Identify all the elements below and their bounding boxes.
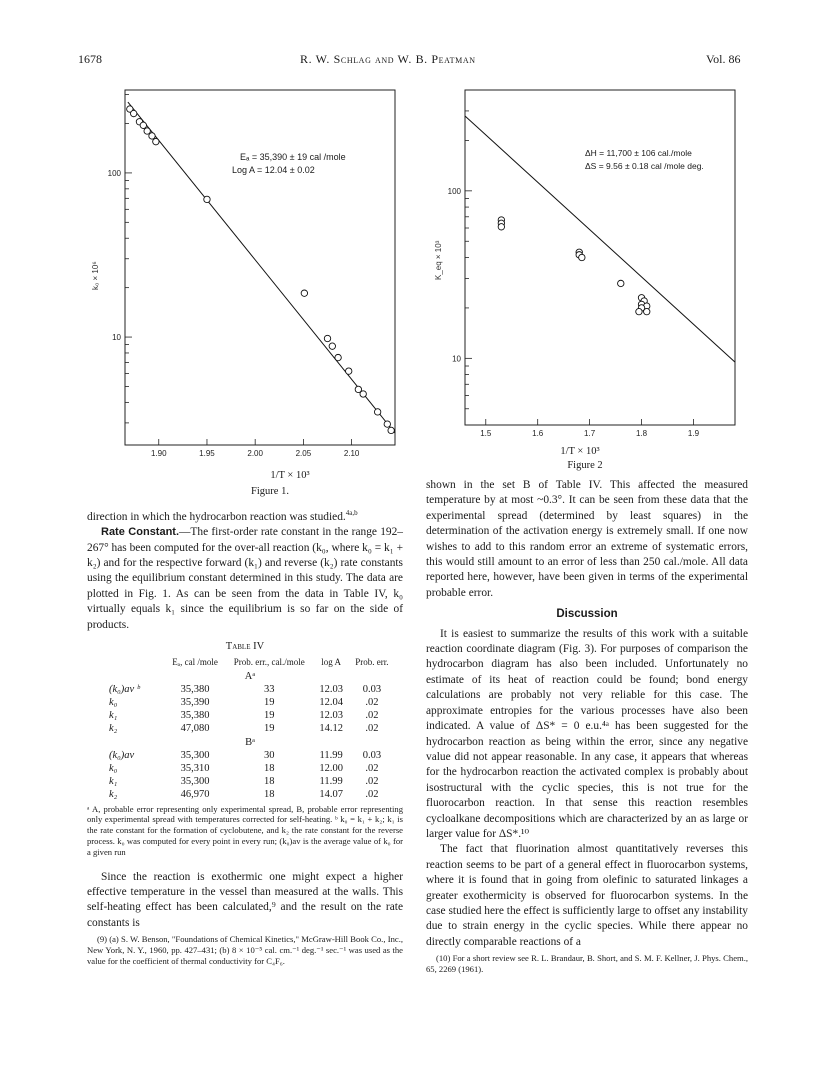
fig2-annotation-ds: ΔS = 9.56 ± 0.18 cal /mole deg.	[585, 161, 704, 171]
table-cell: 11.99	[319, 776, 343, 788]
fig2-caption: Figure 2	[567, 460, 603, 471]
table-cell: k₁	[109, 776, 118, 788]
table-cell: 35,300	[180, 749, 210, 761]
fig1-frame	[125, 90, 395, 445]
fig2-x-tick-label: 1.8	[635, 429, 648, 438]
fig1-data-point	[130, 110, 136, 116]
right-paragraph-2: It is easiest to summarize the results of this work with a suitable reaction coordinate diagram (Fig. 3). For purposes of comparison the hydrocarbon diagram has also been included. Unfortunately no estimate of its heat of reaction could be found; bond energy calculations are probably not very reliable for this case. The approximate entropies for the various processes have also been indicated. A value of ΔS* = 0 e.u.⁴ᵃ has been suggested for the hydrocarbon reaction as being within the error, since any negative value did not appear reasonable. In any case, it appears that whereas for the hydrocarbon reaction the activated complex is probably about isostructural with the cyclic species, this is not true for the fluorocarbon reaction. In that sense this reaction resembles cycloalkane decompositions which are characterized by an as large or larger value for ΔS*.¹⁰	[426, 627, 748, 840]
table-cell: 19	[264, 710, 275, 722]
table-cell: (k₀)av ᵇ	[109, 683, 140, 695]
fig1-data-point	[388, 427, 394, 433]
group-b-row	[105, 788, 395, 801]
group-a-row	[105, 696, 395, 709]
fig1-data-point	[144, 128, 150, 134]
table-cell: .02	[365, 710, 379, 722]
right-paragraph-3: The fact that fluorination almost quantitatively reverses this reaction seems to be part of a general effect in fluorocarbon systems, where it is found that in going from olefinic to saturated linkages a greater exothermicity is observed for fluorocarbon systems. In the case studied here the effect is sufficiently large to offset any instability due to strain energy in the cyclic species. While there appear no directly comparable reactions of a	[426, 843, 748, 948]
fig1-data-point	[153, 138, 159, 144]
fig2-data-point	[498, 224, 504, 230]
fig1-y-tick-label: 100	[107, 168, 121, 178]
table-cell: k₂	[109, 789, 118, 801]
table-cell: .02	[365, 789, 379, 801]
fig2-data-point	[636, 308, 642, 314]
table-cell: .02	[365, 697, 379, 709]
table-cell: 18	[264, 789, 275, 801]
discussion-heading: Discussion	[556, 608, 618, 621]
table-cell: .02	[365, 776, 379, 788]
table-cell: k₁	[109, 710, 118, 722]
rate-constant-paragraph: Rate Constant.—The first-order rate constant in the range 192–267° has been computed for the over-all reaction (k₀, where k₀ = k₁ + k₂) and for the respective forward (k₁) and reverse (k₂) rate constants using the equilibrium constant determined in this study. The data are plotted in Fig. 1. As can be seen from the data in Table IV, k₀ virtually equals k₁ since the equilibrium is so far on the side of products.	[87, 526, 403, 631]
footnote-10: (10) For a short review see R. L. Brandaur, B. Short, and S. M. F. Kellner, J. Phys. Chem., 65, 2269 (1961).	[426, 953, 748, 974]
left-column	[87, 506, 403, 967]
table-cell: 46,970	[180, 789, 210, 801]
fig2-frame	[465, 90, 735, 425]
figure-1-plot	[90, 80, 410, 480]
table-cell: 35,390	[180, 697, 210, 709]
table-cell: 0.03	[362, 749, 382, 761]
table-cell: 19	[264, 723, 275, 735]
fig1-x-tick-label: 1.90	[150, 449, 167, 458]
fig1-data-point	[374, 409, 380, 415]
table-cell: k₂	[109, 723, 118, 735]
fig1-data-point	[149, 133, 155, 139]
fig1-annotation-loga: Log A = 12.04 ± 0.02	[232, 165, 315, 175]
table-cell: 35,380	[180, 683, 210, 695]
fig2-data-point	[618, 280, 624, 286]
fig1-data-point	[360, 391, 366, 397]
group-a-row	[105, 709, 395, 722]
fig2-y-tick-label: 100	[447, 186, 461, 196]
fig1-data-point	[301, 290, 307, 296]
fig1-caption: Figure 1.	[251, 486, 289, 497]
table-cell: 47,080	[180, 723, 210, 735]
running-title: R. W. Schlag and W. B. Peatman	[300, 52, 476, 66]
table-cell: 12.03	[319, 710, 343, 722]
fig1-x-tick-label: 2.00	[247, 449, 263, 458]
fig1-data-point	[384, 421, 390, 427]
fig1-xlabel: 1/T × 10³	[270, 470, 310, 481]
table-cell: .02	[365, 763, 379, 775]
fig2-data-point	[579, 254, 585, 260]
fig2-ylabel: K_eq × 10³	[434, 240, 443, 280]
group-b-row	[105, 762, 395, 775]
fig1-x-tick-label: 2.10	[343, 449, 360, 458]
fig1-y-tick-label: 10	[112, 333, 121, 343]
table-cell: 30	[264, 749, 275, 761]
fig1-x-tick-label: 1.95	[199, 449, 215, 458]
fig1-data-point	[346, 368, 352, 374]
fig2-x-tick-label: 1.5	[480, 429, 492, 438]
table-cell: 14.12	[319, 723, 343, 735]
right-column	[426, 478, 748, 975]
footnote-9: (9) (a) S. W. Benson, "Foundations of Chemical Kinetics," McGraw-Hill Book Co., Inc., New York, N. Y., 1960, pp. 427–431; (b) 8 × 10⁻⁵ cal. cm.⁻¹ deg.⁻¹ sec.⁻¹ was used as the value for the coefficient of thermal conductivity for C₄F₆.	[87, 934, 403, 966]
table-cell: 11.99	[319, 749, 343, 761]
table-cell: 14.07	[319, 789, 343, 801]
table-title: Table IV	[225, 641, 265, 653]
group-a-row	[105, 683, 395, 696]
group-b-row	[105, 749, 395, 762]
table-header-row: Eₐ, cal /mole Prob. err., cal./mole log A Prob. err.	[172, 657, 389, 668]
fig1-data-point	[140, 122, 146, 128]
table-cell: k₀	[109, 763, 118, 775]
fig1-data-point	[329, 343, 335, 349]
fig1-ylabel: k₀ × 10⁶	[91, 261, 100, 290]
intro-paragraph: direction in which the hydrocarbon reaction was studied.$^{4a,b}$	[87, 509, 358, 523]
table-cell: 12.00	[319, 763, 343, 775]
table-cell: 19	[264, 697, 275, 709]
table-cell: 35,380	[180, 710, 210, 722]
group-a-row	[105, 722, 395, 735]
fig2-x-tick-label: 1.7	[584, 429, 596, 438]
self-heating-paragraph: Since the reaction is exothermic one might expect a higher effective temperature in the vessel than measured at the walls. This self-heating effect has been calculated,⁹ and the result on the rate constants is	[87, 870, 403, 929]
fig1-x-tick-label: 2.05	[295, 449, 312, 458]
table-cell: 35,310	[180, 763, 210, 775]
group-a-label: Aᵃ	[244, 670, 256, 682]
group-b-row	[105, 775, 395, 788]
table-cell: 33	[264, 683, 275, 695]
fig2-annotation-dh: ΔH = 11,700 ± 106 cal./mole	[585, 148, 692, 158]
fig1-data-point	[324, 335, 330, 341]
fig2-data-point	[644, 308, 650, 314]
table-cell: .02	[365, 723, 379, 735]
fig1-data-point	[335, 354, 341, 360]
page-number: 1678	[78, 52, 102, 66]
fig1-annotation-ea: Eₐ = 35,390 ± 19 cal /mole	[240, 152, 346, 162]
right-paragraph-1: shown in the set B of Table IV. This affected the measured temperature by at most ~0.3°. It can be seen from these data that the experimental spread (determined by least squares) in the determination of the activation energy is extremely small. If one now wishes to add to this random error an extreme of systematic errors, this would still amount to an error of less than 250 cal./mole. All data reported here, however, have been given in terms of the experimental probable error.	[426, 479, 748, 599]
fig2-x-tick-label: 1.6	[532, 429, 544, 438]
table-cell: 12.03	[319, 683, 343, 695]
table-cell: 35,300	[180, 776, 210, 788]
group-b-label: Bᵃ	[245, 736, 255, 748]
fig2-x-tick-label: 1.9	[687, 429, 700, 438]
table-cell: 12.04	[319, 697, 343, 709]
table-cell: k₀	[109, 697, 118, 709]
table-cell: (k₀)av	[109, 749, 135, 761]
table-footnote: ᵃ A, probable error representing only experimental spread, B, probable error representing only experimental spread with temperatures corrected for self-heating. ᵇ k₀ = k₁ + k₂; k₁ is the rate constant for the formation of cyclobutene, and k₂ the rate constant for the reverse process. k₀ was computed for every point in every run; (k₀)av is the average value of k₀ for a given run	[87, 803, 403, 857]
fig1-data-point	[204, 196, 210, 202]
table-iv	[105, 656, 395, 801]
volume-label: Vol. 86	[706, 52, 741, 66]
fig2-y-tick-label: 10	[452, 354, 461, 364]
table-cell: 18	[264, 763, 275, 775]
fig2-xlabel: 1/T × 10³	[560, 446, 600, 457]
table-cell: 18	[264, 776, 275, 788]
table-cell: 0.03	[362, 683, 382, 695]
figure-2-plot	[425, 80, 745, 440]
